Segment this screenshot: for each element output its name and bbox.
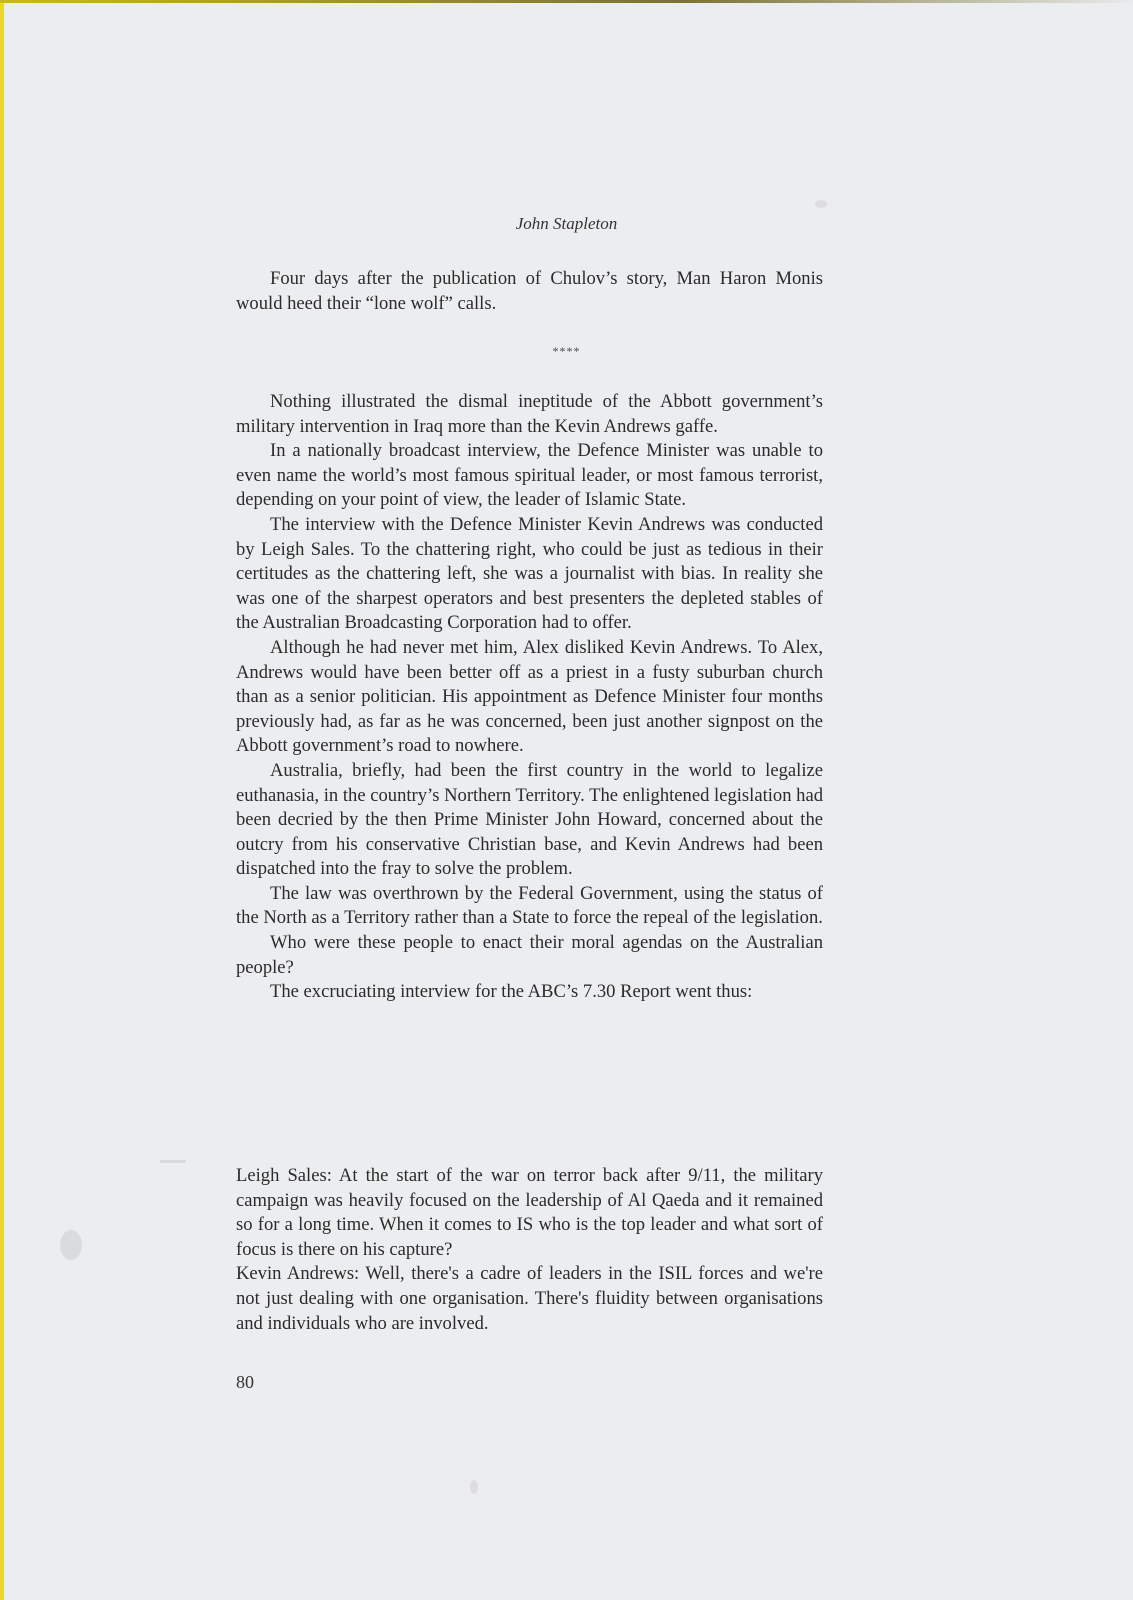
paragraph: Who were these people to enact their moral agendas on the Australian people?	[236, 932, 823, 978]
paragraph: The excruciating interview for the ABC’s 7.30 Report went thus:	[270, 981, 753, 1003]
paragraph: The law was overthrown by the Federal Government, using the status of the North as a Territory rather than a State to force the repeal of the legislation.	[236, 882, 823, 929]
paragraph: In a nationally broadcast interview, the Defence Minister was unable to even name the world’s most famous spiritual leader, or most famous terrorist, depending on your point of view, the leader of Islamic State.	[236, 440, 823, 511]
transcript-line: Leigh Sales: At the start of the war on terror back after 9/11, the military campaign was heavily focused on the leadership of Al Qaeda and it remained so for a long time. When it comes to IS who is the top leader and what sort of focus is there on his capture?	[236, 1165, 823, 1260]
page-number: 80	[236, 1372, 254, 1392]
paragraph: Four days after the publication of Chulov’s story, Man Haron Monis would heed their “lone wolf” calls.	[236, 268, 823, 314]
transcript-line: Kevin Andrews: Well, there's a cadre of leaders in the ISIL forces and we're not just dealing with one organisation. There's fluidity between organisations and individuals who are involved.	[236, 1263, 823, 1334]
scan-speck	[160, 1160, 186, 1163]
paragraph: Nothing illustrated the dismal ineptitude of the Abbott government’s military intervention in Iraq more than the Kevin Andrews gaffe.	[236, 391, 823, 437]
interview-transcript	[236, 1164, 823, 1336]
paragraph: The interview with the Defence Minister Kevin Andrews was conducted by Leigh Sales. To the chattering right, who could be just as tedious in their certitudes as the chattering left, she was a journalist with bias. In reality she was one of the sharpest operators and best presenters the depleted stables of the Australian Broadcasting Corporation had to offer.	[236, 513, 823, 634]
scan-speck	[470, 1480, 478, 1494]
running-head: John Stapleton	[515, 214, 618, 233]
opening-text	[236, 267, 823, 316]
body-text	[236, 390, 823, 1005]
scan-speck	[815, 200, 827, 208]
section-break: ****	[552, 344, 581, 358]
scan-speck	[60, 1230, 82, 1260]
paragraph: Although he had never met him, Alex disliked Kevin Andrews. To Alex, Andrews would have been better off as a priest in a fusty suburban church than as a senior politician. His appointment as Defence Minister four months previously had, as far as he was concerned, been just another signpost on the Abbott government’s road to nowhere.	[236, 636, 823, 757]
paragraph: Australia, briefly, had been the first country in the world to legalize euthanasia, in the country’s Northern Territory. The enlightened legislation had been decried by the then Prime Minister John Howard, concerned about the outcry from his conservative Christian base, and Kevin Andrews had been dispatched into the fray to solve the problem.	[236, 759, 823, 880]
